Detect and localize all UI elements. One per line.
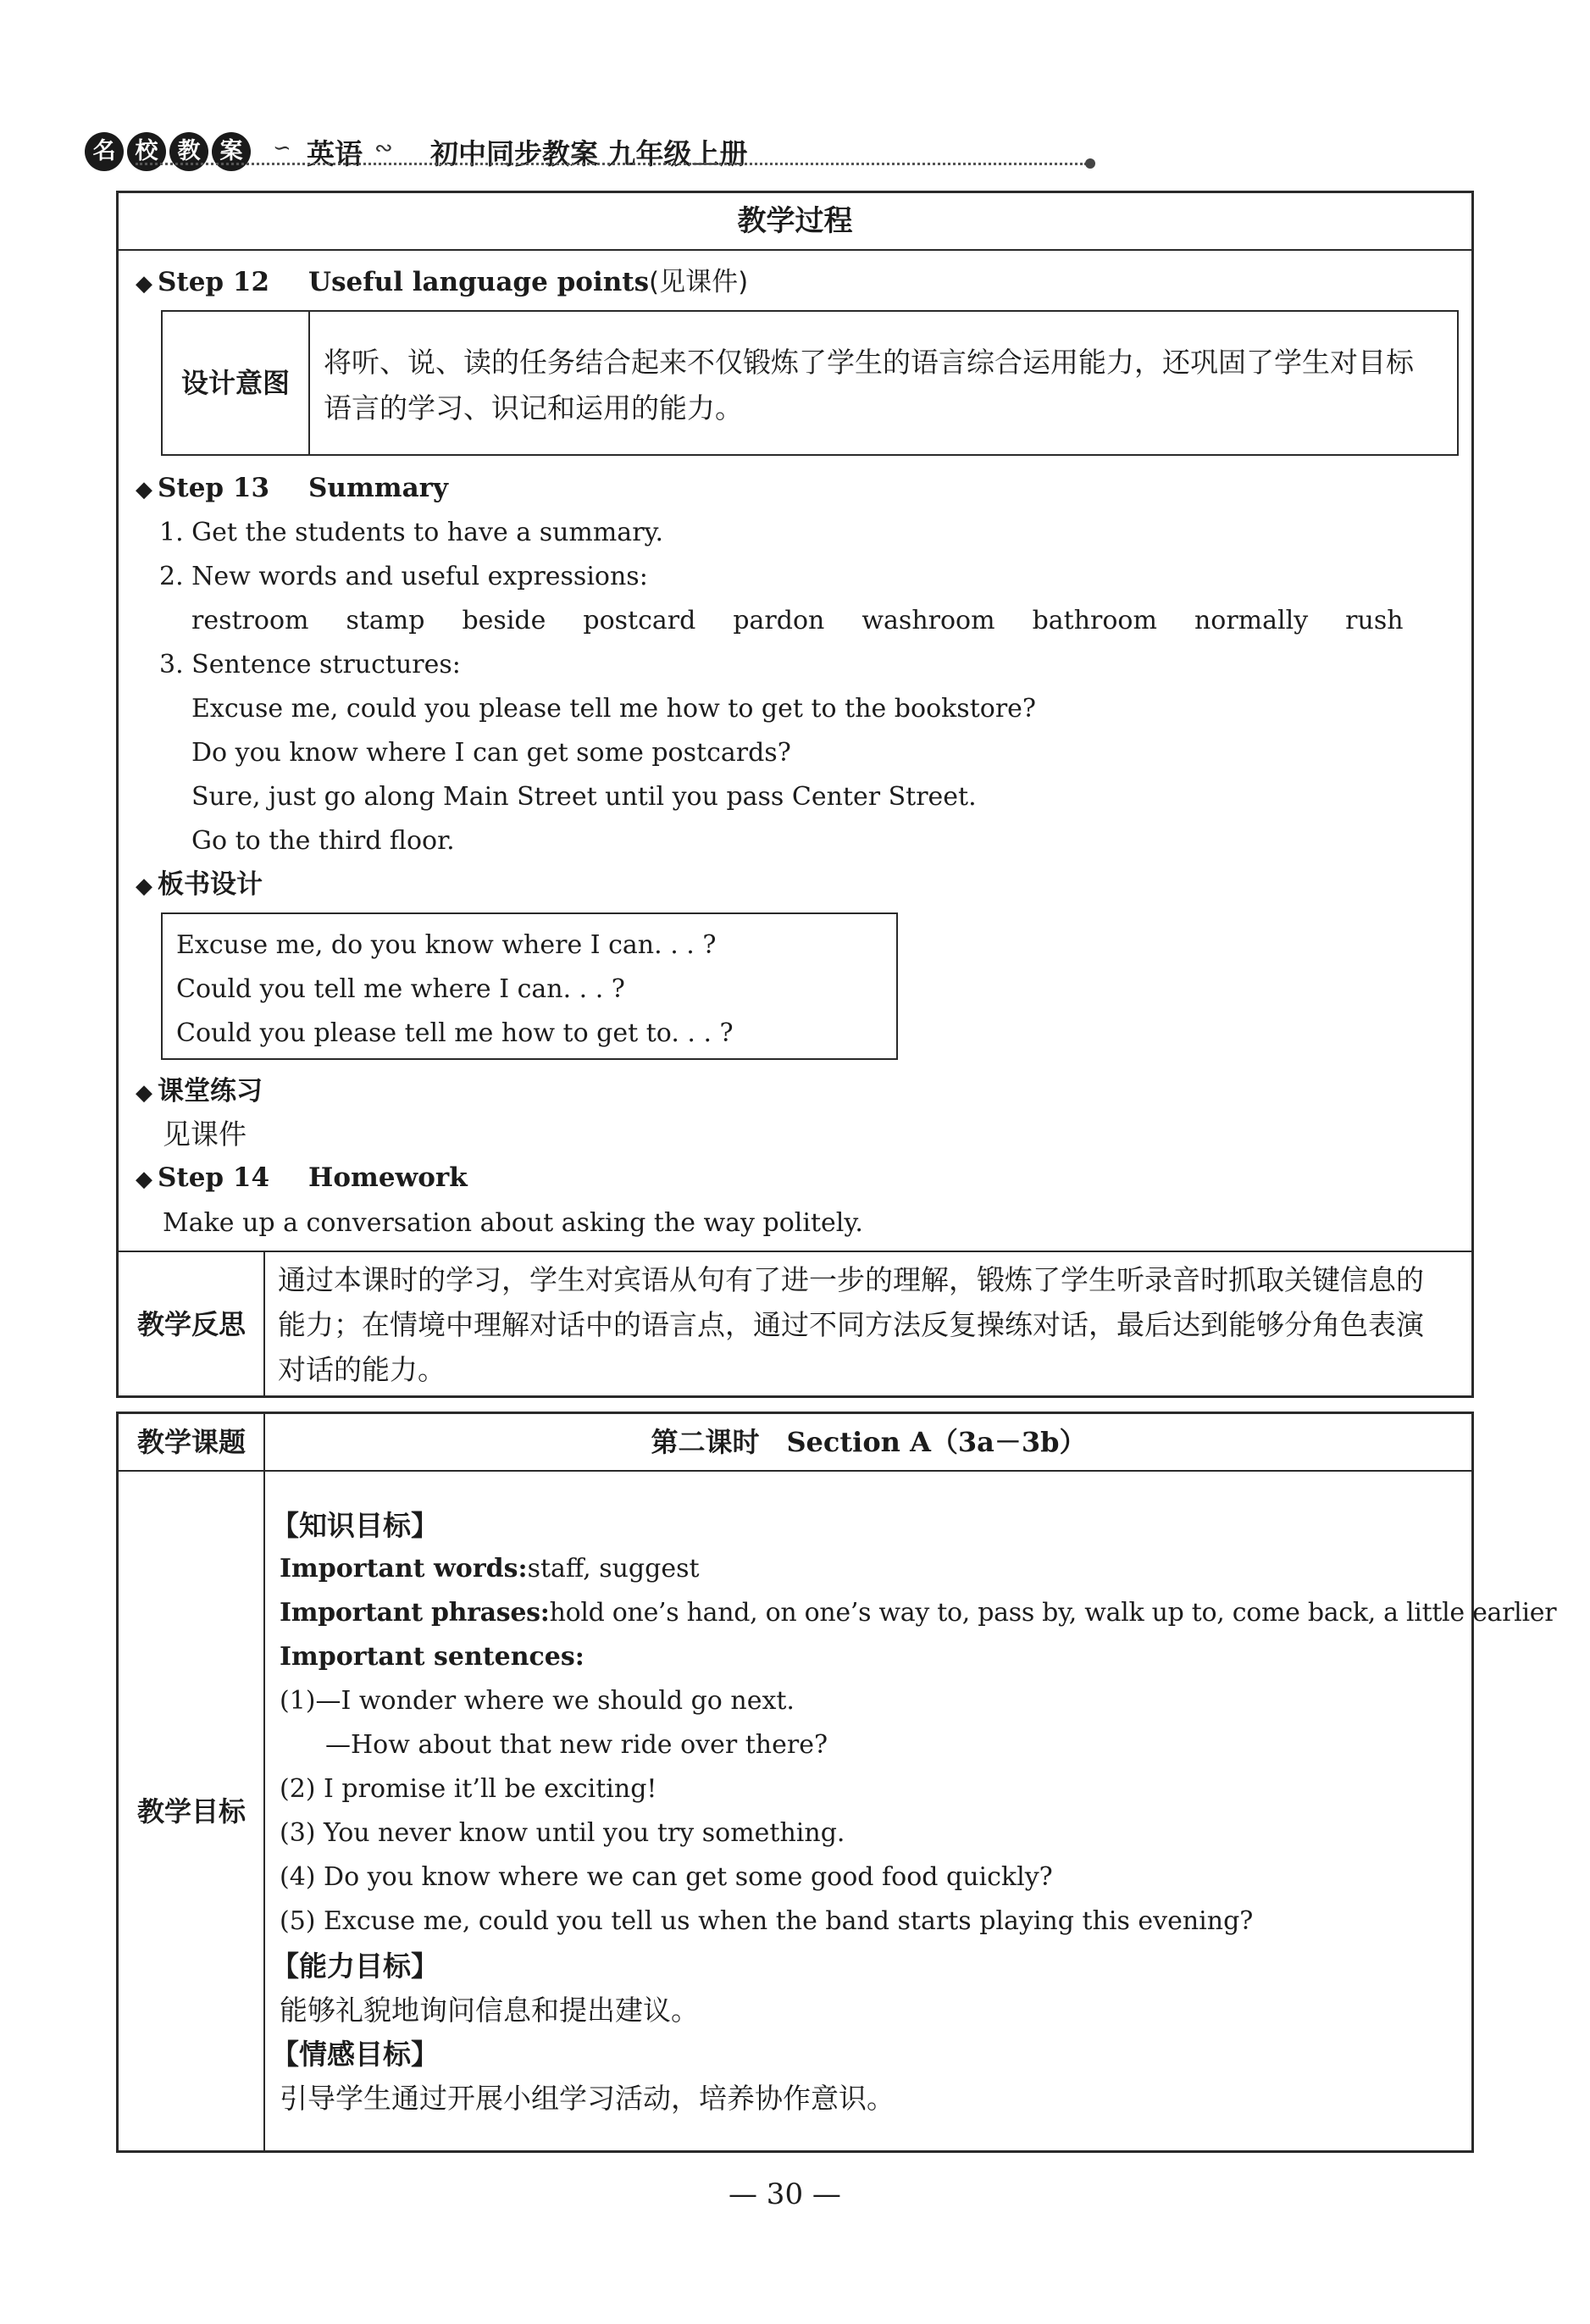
topic-label: 教学课题 bbox=[136, 1426, 246, 1458]
logo-char: 名 bbox=[85, 132, 124, 171]
page-number: — 30 — bbox=[729, 2177, 841, 2211]
vocab-word: postcard bbox=[583, 606, 696, 635]
step-title: Useful language points bbox=[308, 267, 650, 297]
step-title: Summary bbox=[308, 473, 449, 503]
ornament-icon: ∾ bbox=[374, 136, 393, 161]
summary-item: 1. Get the students to have a summary. bbox=[159, 518, 664, 547]
reflection-label: 教学反思 bbox=[136, 1308, 246, 1340]
vocab-word: beside bbox=[462, 606, 546, 635]
sentence-structure: Go to the third floor. bbox=[191, 826, 455, 856]
section-title: 板书设计 bbox=[158, 869, 263, 900]
diamond-bullet-icon: ◆ bbox=[136, 874, 152, 899]
diamond-bullet-icon: ◆ bbox=[136, 271, 152, 297]
reflection-text: 能力；在情境中理解对话中的语言点，通过不同方法反复操练对话，最后达到能够分角色表演 bbox=[278, 1308, 1424, 1341]
logo-char: 教 bbox=[169, 132, 208, 171]
example-sentence: (4) Do you know where we can get some good food quickly? bbox=[280, 1862, 1053, 1892]
ability-text: 能够礼貌地询问信息和提出建议。 bbox=[280, 1994, 699, 2027]
page-header bbox=[85, 127, 1101, 175]
vocab-word: stamp bbox=[346, 606, 425, 635]
example-sentence: (1)—I wonder where we should go next. bbox=[280, 1686, 795, 1716]
sentence-structure: Do you know where I can get some postcards? bbox=[191, 738, 791, 768]
emotion-heading: 【情感目标】 bbox=[271, 2038, 439, 2071]
diamond-bullet-icon: ◆ bbox=[136, 477, 152, 502]
field-value: hold one’s hand, on one’s way to, pass by, walk up to, come back, a little earlier bbox=[549, 1598, 1557, 1628]
header-dot-icon bbox=[1085, 158, 1095, 169]
logo-char: 案 bbox=[212, 132, 251, 171]
vocab-word: bathroom bbox=[1032, 606, 1157, 635]
design-intent-text: 语言的学习、识记和运用的能力。 bbox=[324, 391, 743, 424]
vocab-word: pardon bbox=[733, 606, 825, 635]
topic-value: 第二课时 Section A（3a－3b） bbox=[651, 1426, 1087, 1458]
design-intent-text: 将听、说、读的任务结合起来不仅锻炼了学生的语言综合运用能力，还巩固了学生对目标 bbox=[324, 346, 1414, 379]
diamond-bullet-icon: ◆ bbox=[136, 1167, 152, 1192]
reflection-text: 通过本课时的学习，学生对宾语从句有了进一步的理解，锻炼了学生听录音时抓取关键信息的 bbox=[278, 1263, 1424, 1296]
classroom-practice-text: 见课件 bbox=[163, 1118, 247, 1151]
table-divider bbox=[118, 1251, 1472, 1252]
example-sentence: (3) You never know until you try something. bbox=[280, 1818, 845, 1848]
ornament-icon: ∽ bbox=[273, 136, 291, 161]
summary-item: 2. New words and useful expressions: bbox=[159, 562, 648, 591]
table-divider bbox=[118, 1470, 1472, 1472]
sentence-structure: Excuse me, could you please tell me how to get to the bookstore? bbox=[191, 694, 1037, 724]
board-line: Excuse me, do you know where I can. . . ? bbox=[176, 930, 717, 960]
field-value: staff, suggest bbox=[527, 1554, 700, 1584]
board-line: Could you please tell me how to get to. . . ? bbox=[176, 1018, 734, 1048]
example-sentence: —How about that new ride over there? bbox=[325, 1730, 828, 1760]
step-note: (见课件) bbox=[649, 267, 749, 297]
step-13-heading bbox=[136, 471, 448, 507]
emotion-text: 引导学生通过开展小组学习活动，培养协作意识。 bbox=[280, 2082, 895, 2115]
book-title: 初中同步教案 九年级上册 bbox=[430, 137, 748, 170]
step-14-heading bbox=[136, 1161, 468, 1196]
step-title: Homework bbox=[308, 1162, 468, 1193]
example-sentence: (5) Excuse me, could you tell us when the band starts playing this evening? bbox=[280, 1906, 1254, 1936]
field-label: Important phrases: bbox=[280, 1598, 550, 1628]
logo-char: 校 bbox=[127, 132, 166, 171]
subject-label: 英语 bbox=[307, 137, 363, 170]
example-sentence: (2) I promise it’ll be exciting! bbox=[280, 1774, 657, 1804]
vocab-word: normally bbox=[1194, 606, 1309, 635]
step-label: Step 12 bbox=[158, 267, 270, 297]
board-design-heading bbox=[136, 868, 263, 903]
step-label: Step 14 bbox=[158, 1162, 270, 1193]
reflection-divider bbox=[263, 1252, 265, 1396]
important-sentences-label: Important sentences: bbox=[280, 1642, 584, 1672]
field-label: Important words: bbox=[280, 1554, 528, 1584]
step-12-heading bbox=[136, 265, 748, 301]
ability-heading: 【能力目标】 bbox=[271, 1950, 439, 1983]
table-divider bbox=[118, 249, 1472, 251]
summary-item: 3. Sentence structures: bbox=[159, 650, 461, 679]
knowledge-heading: 【知识目标】 bbox=[271, 1509, 439, 1542]
series-logo bbox=[85, 132, 251, 171]
homework-text: Make up a conversation about asking the way politely. bbox=[163, 1208, 863, 1238]
vocabulary-list bbox=[191, 604, 1404, 638]
label-column-divider bbox=[263, 1413, 265, 2151]
reflection-text: 对话的能力。 bbox=[278, 1353, 446, 1386]
step-label: Step 13 bbox=[158, 473, 270, 503]
diamond-bullet-icon: ◆ bbox=[136, 1080, 152, 1106]
important-phrases bbox=[280, 1596, 1556, 1630]
vocab-word: restroom bbox=[191, 606, 309, 635]
design-intent-box bbox=[161, 310, 1459, 456]
board-line: Could you tell me where I can. . . ? bbox=[176, 974, 625, 1004]
vocab-word: rush bbox=[1345, 606, 1404, 635]
vocab-word: washroom bbox=[861, 606, 995, 635]
design-intent-divider bbox=[308, 312, 310, 454]
sentence-structure: Sure, just go along Main Street until you pass Center Street. bbox=[191, 782, 977, 812]
objectives-label: 教学目标 bbox=[136, 1795, 246, 1828]
classroom-practice-heading bbox=[136, 1074, 263, 1110]
header-divider bbox=[136, 163, 1087, 165]
design-intent-label: 设计意图 bbox=[180, 367, 290, 399]
section-title: 课堂练习 bbox=[158, 1076, 263, 1107]
table-title: 教学过程 bbox=[737, 204, 853, 238]
important-words bbox=[280, 1552, 700, 1586]
